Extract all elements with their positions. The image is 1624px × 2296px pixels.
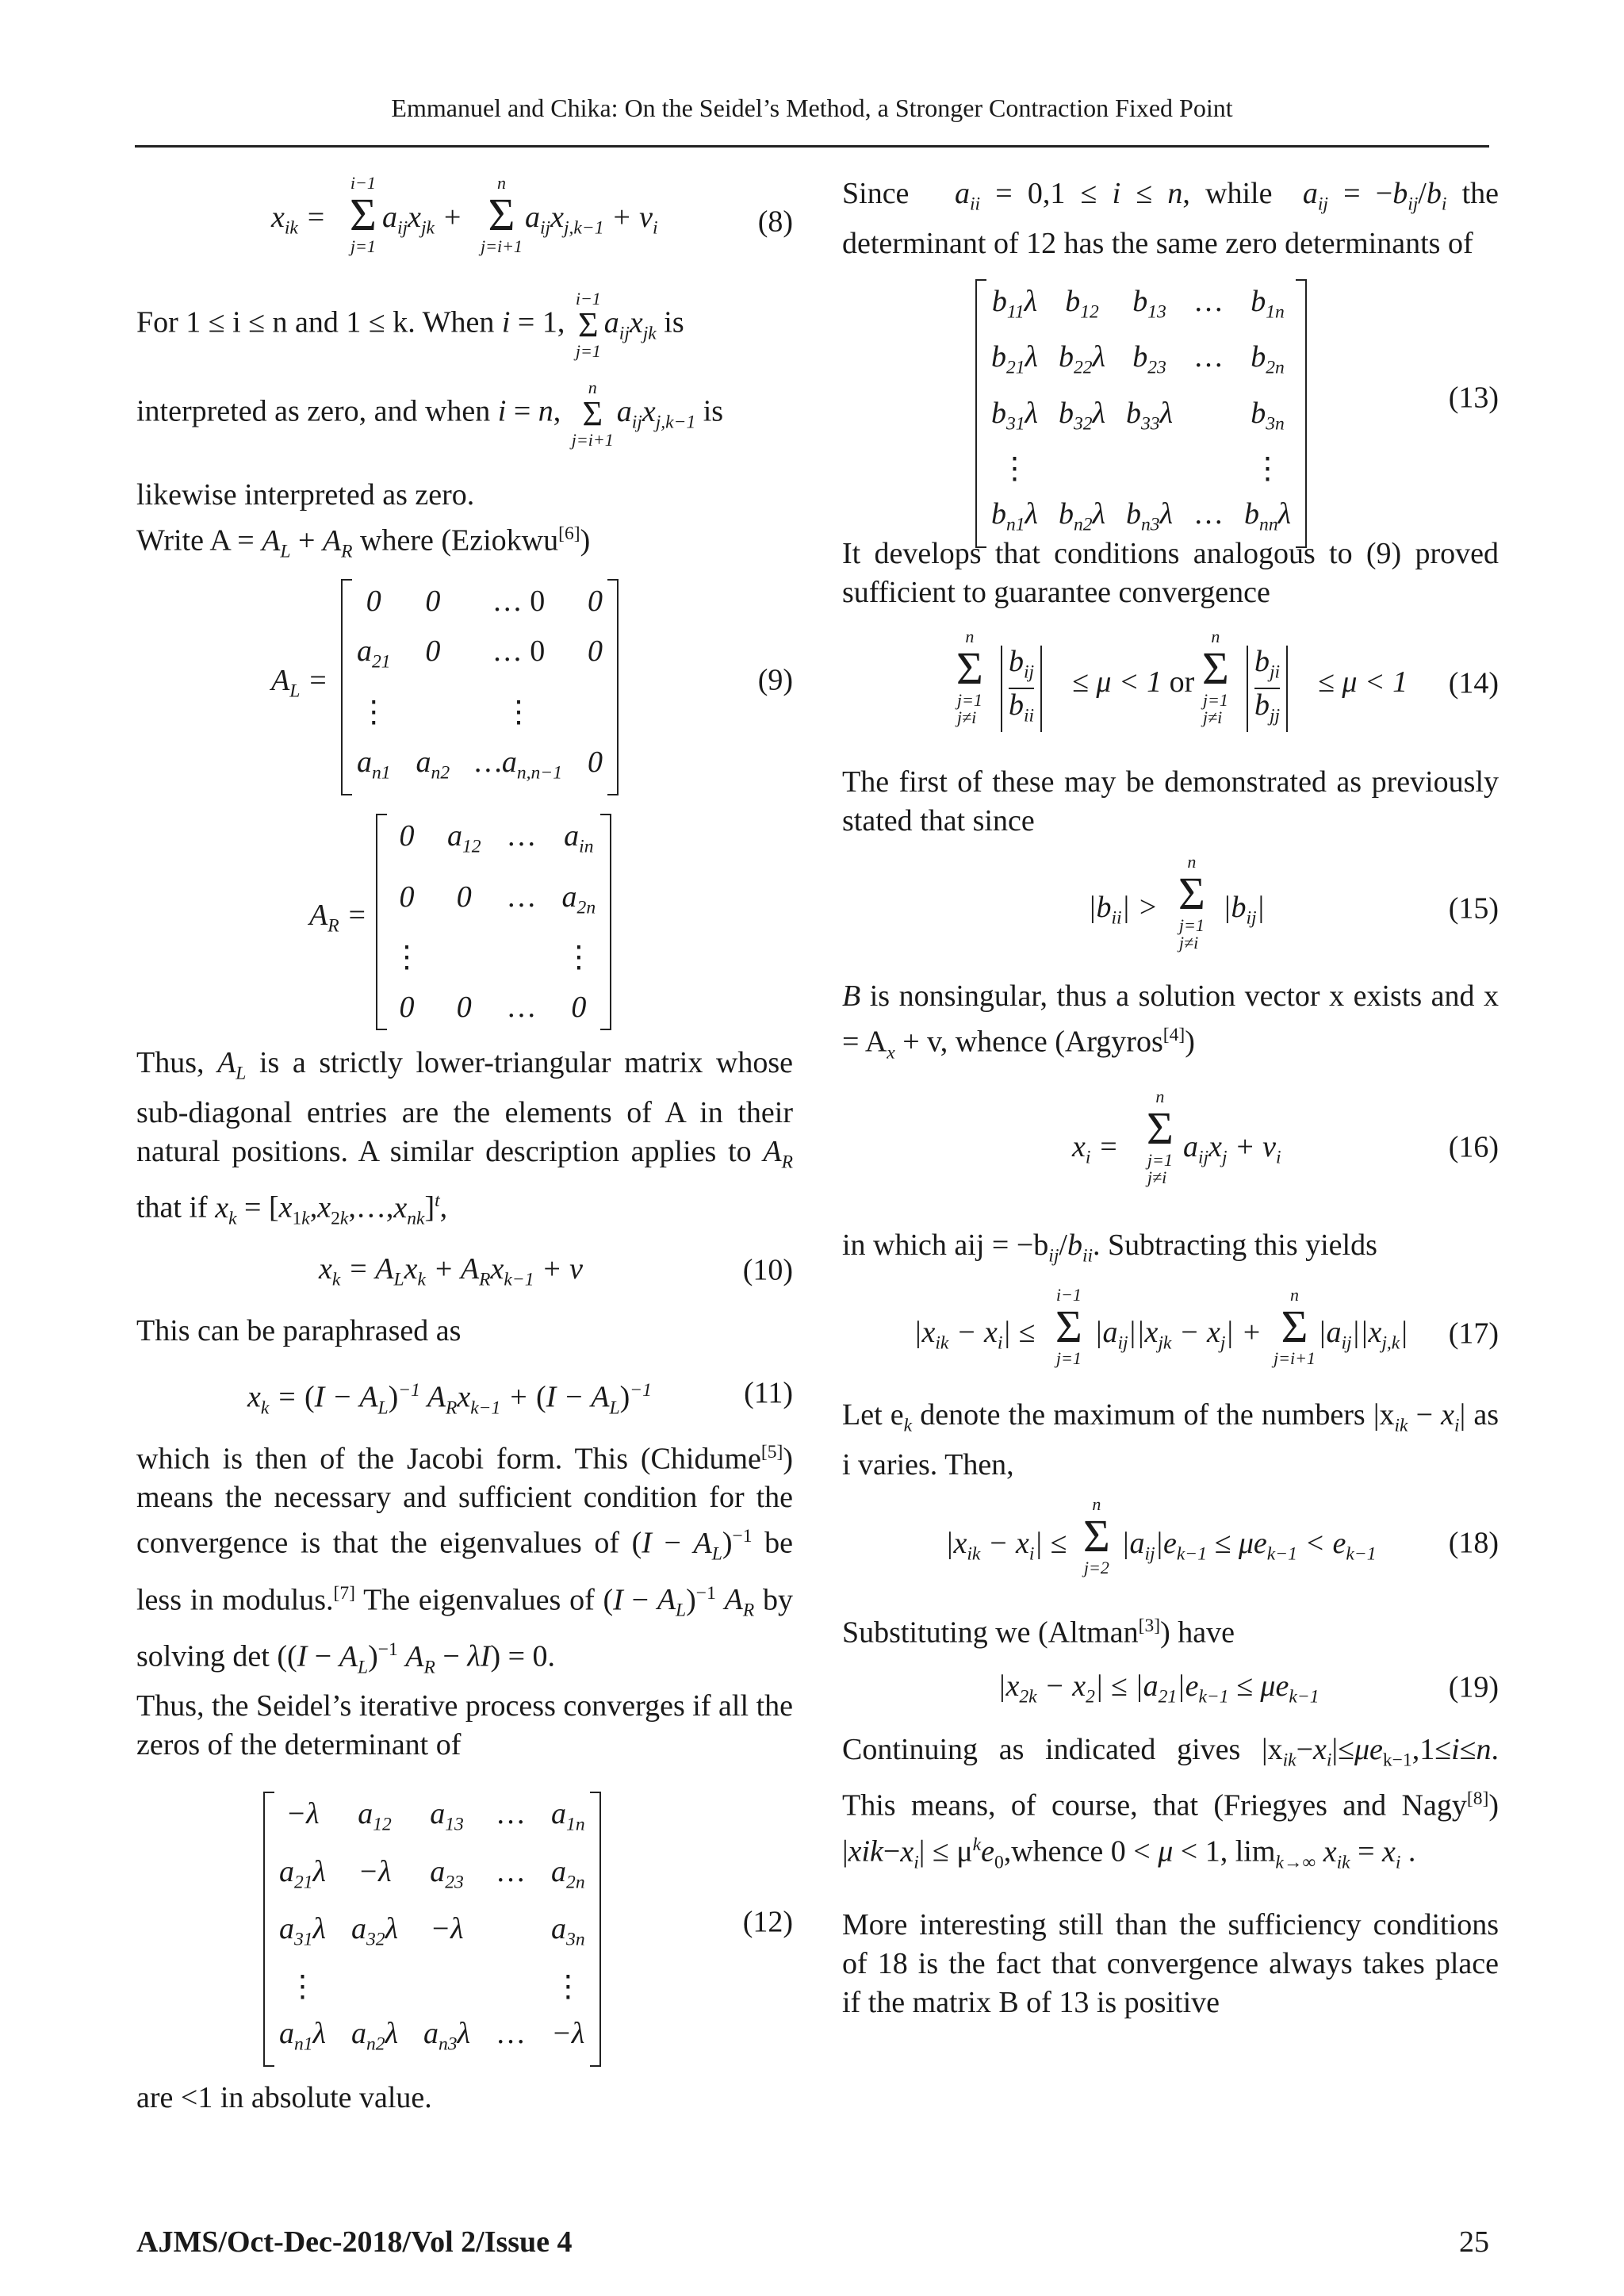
equation-12: −λ $a_{12}$ $a_{13}$ … $a_{1n}$ $a_{21}\lambda$ −λ $a_{23}$ … $a_{2n}$ $a_{31}\lambda$ $a_{32}\lambda$ −λ $a_{3n}$ ⋮ ⋮ $a_{n1}\lambda$ $a_{n2}\lambda$ $a_{n3}\lambda$ … −λ (12) (136, 1792, 793, 2053)
equation-9: $A_L$ = 0 0 … 0 0 $a_{21}$ 0 … 0 0 ⋮ ⋮ $a_{n1}$ $a_{n2}$ $\dots a_{n,n-1}$ 0 (9) (136, 579, 793, 782)
equation-number: (16) (1448, 1130, 1499, 1164)
reference: [3] (1138, 1616, 1161, 1637)
paragraph: which is then of the Jacobi form. This (Chidume[5]) means the necessary and sufficient condition for the convergence is that the eigenvalues of $(I - A_L)^{-1}$ be less in modulus.[7] The eigenvalues of $(I - A_L)^{-1}$ $A_R$ by solving $\det ((I - A_L)^{-1}$ $A_R - \lambda I) = 0$. (136, 1441, 794, 1678)
equation-17: $|x_{ik} - x_i|$ ≤ i−1 Σ j=1 $|a_{ij}||x_{jk} - x_j|$ + n Σ j=i+1 $|a_{ij}||x_{j,k}|$ (17) (914, 1285, 1499, 1369)
paragraph: It develops that conditions analogous to (9) proved sufficient to guarantee convergence (842, 536, 1499, 609)
paragraph: For 1 ≤ i ≤ n and 1 ≤ k. When i = 1, i−1 Σ j=1 $a_{ij}x_{jk}$ is (136, 289, 684, 361)
right-column (842, 174, 1499, 2022)
equation-number: (17) (1448, 1317, 1499, 1351)
equation-number: (12) (742, 1905, 793, 1939)
page-number: 25 (1459, 2225, 1489, 2259)
equation-number: (8) (757, 205, 793, 239)
reference: [6] (558, 523, 580, 544)
paragraph: Write $A = A_L + A_R$ where (Eziokwu[6]) (136, 523, 591, 562)
equation-number: (18) (1448, 1526, 1499, 1560)
reference: [5] (760, 1441, 783, 1462)
paragraph: More interesting still than the sufficiency conditions of 18 is the fact that convergence always takes place if the matrix B of 13 is positive (842, 1908, 1499, 2020)
equation-number: (15) (1448, 891, 1499, 926)
equation-18: $|x_{ik} - x_i|$ ≤ n Σ j=2 $|a_{ij}|e_{k-1} \le \mu e_{k-1} < e_{k-1}$ (18) (945, 1494, 1499, 1578)
equation-number: (14) (1448, 666, 1499, 700)
paragraph: B is nonsingular, thus a solution vector x exists and $x = A_x + v$, whence (Argyros[4]) (842, 979, 1499, 1063)
paragraph: Since $a_{ii} = 0,1 \le i \le n$, while $a_{ij} = -b_{ij}/b_i$ the determinant of 12 has the same zero determinants of (842, 177, 1500, 260)
paragraph: are <1 in absolute value. (136, 2081, 432, 2115)
paragraph: in which aij = $-b_{ij}/b_{ii}$. Subtracting this yields (842, 1228, 1377, 1267)
equation-number: (10) (742, 1253, 793, 1287)
equation-8: $x_{ik}$ = i−1 Σ j=1 $a_{ij}x_{jk}$ + n Σ j=i+1 $a_{ij}x_{j,k-1} + v_i$ (8) (271, 173, 793, 256)
running-header: Emmanuel and Chika: On the Seidel’s Method, a Stronger Contraction Fixed Point (391, 94, 1233, 122)
matrix-ar: $A_R$ = 0 $a_{12}$ … $a_{in}$ 0 0 … $a_{2n}$ ⋮ ⋮ 0 0 … 0 (136, 814, 793, 1017)
equation-15: $|b_{ii}|$ > n Σ j=1 j≠i $|b_{ij}|$ (15) (1088, 851, 1499, 953)
left-column (136, 174, 793, 2118)
equation-number: (13) (1448, 381, 1499, 415)
paragraph: interpreted as zero, and when i = n, n Σ j=i+1 $a_{ij}x_{j,k-1}$ is (136, 378, 724, 450)
equation-13: $b_{11}\lambda$ $b_{12}$ $b_{13}$ … $b_{1n}$ $b_{21}\lambda$ $b_{22}\lambda$ $b_{23}$ … $b_{2n}$ $b_{31}\lambda$ $b_{32}\lambda$ $b_{33}\lambda$ $b_{3n}$ ⋮ ⋮ $b_{n1}\lambda$ $b_{n2}\lambda$ $b_{n3}\lambda$ … $b_{nn}\lambda$ (13) (842, 279, 1499, 517)
equation-number: (11) (744, 1376, 793, 1410)
equation-16: $x_i$ = n Σ j=1 j≠i $a_{ij}x_j + v_i$ (16) (1072, 1086, 1499, 1187)
header-rule (135, 145, 1489, 148)
paragraph: The first of these may be demonstrated as previously stated that since (842, 765, 1499, 838)
paragraph: Thus, the Seidel’s iterative process converges if all the zeros of the determinant of (136, 1689, 793, 1762)
paragraph: Substituting we (Altman[3]) have (842, 1616, 1235, 1650)
paragraph: Continuing as indicated gives $|x_{ik}-x_i|\le\mu e_{k-1},1\le i\le n$. This means, of course, that (Friegyes and Nagy[8]) $|xik-x_i|$ ≤ $\mu^ke_0,whence$ 0 < μ < 1, $\lim_{k\to\infty} x_{ik} = x_i$ . (842, 1732, 1499, 1873)
equation-number: (19) (1448, 1670, 1499, 1704)
equation-10: $x_k = A_Lx_k + A_Rx_{k-1} + v$ (10) (319, 1251, 793, 1290)
equation-14: n Σ j=1 j≠i $b_{ij}$ $b_{ii}$ ≤ μ < 1 or n Σ j=1 j≠i $b_{ji}$ $b_{jj}$ ≤ μ < 1 (14) (842, 628, 1499, 739)
paragraph: likewise interpreted as zero. (136, 478, 475, 512)
reference: [8] (1466, 1788, 1489, 1810)
journal-footer: AJMS/Oct-Dec-2018/Vol 2/Issue 4 (136, 2225, 573, 2259)
reference: [4] (1162, 1024, 1185, 1045)
equation-11: $x_k = (I - A_L)^{-1}$ $A_Rx_{k-1} + (I - A_L)^{-1}$ (11) (136, 1363, 793, 1424)
paragraph: This can be paraphrased as (136, 1313, 462, 1347)
equation-number: (9) (757, 663, 793, 697)
equation-19: $|x_{2k} - x_2| \le |a_{21}|e_{k-1} \le \mu e_{k-1}$ (19) (998, 1669, 1499, 1708)
paragraph: Thus, $A_L$ is a strictly lower-triangular matrix whose sub-diagonal entries are the elements of A in their natural positions. A similar description applies to $A_R$ that if $x_k$ = $[x_{1k},x_{2k},\dots,x_{nk}]^t$, (136, 1046, 794, 1229)
reference: [7] (333, 1582, 355, 1604)
paragraph: Let $e_k$ denote the maximum of the numbers $|x_{ik} - x_i|$ as i varies. Then, (842, 1398, 1499, 1482)
